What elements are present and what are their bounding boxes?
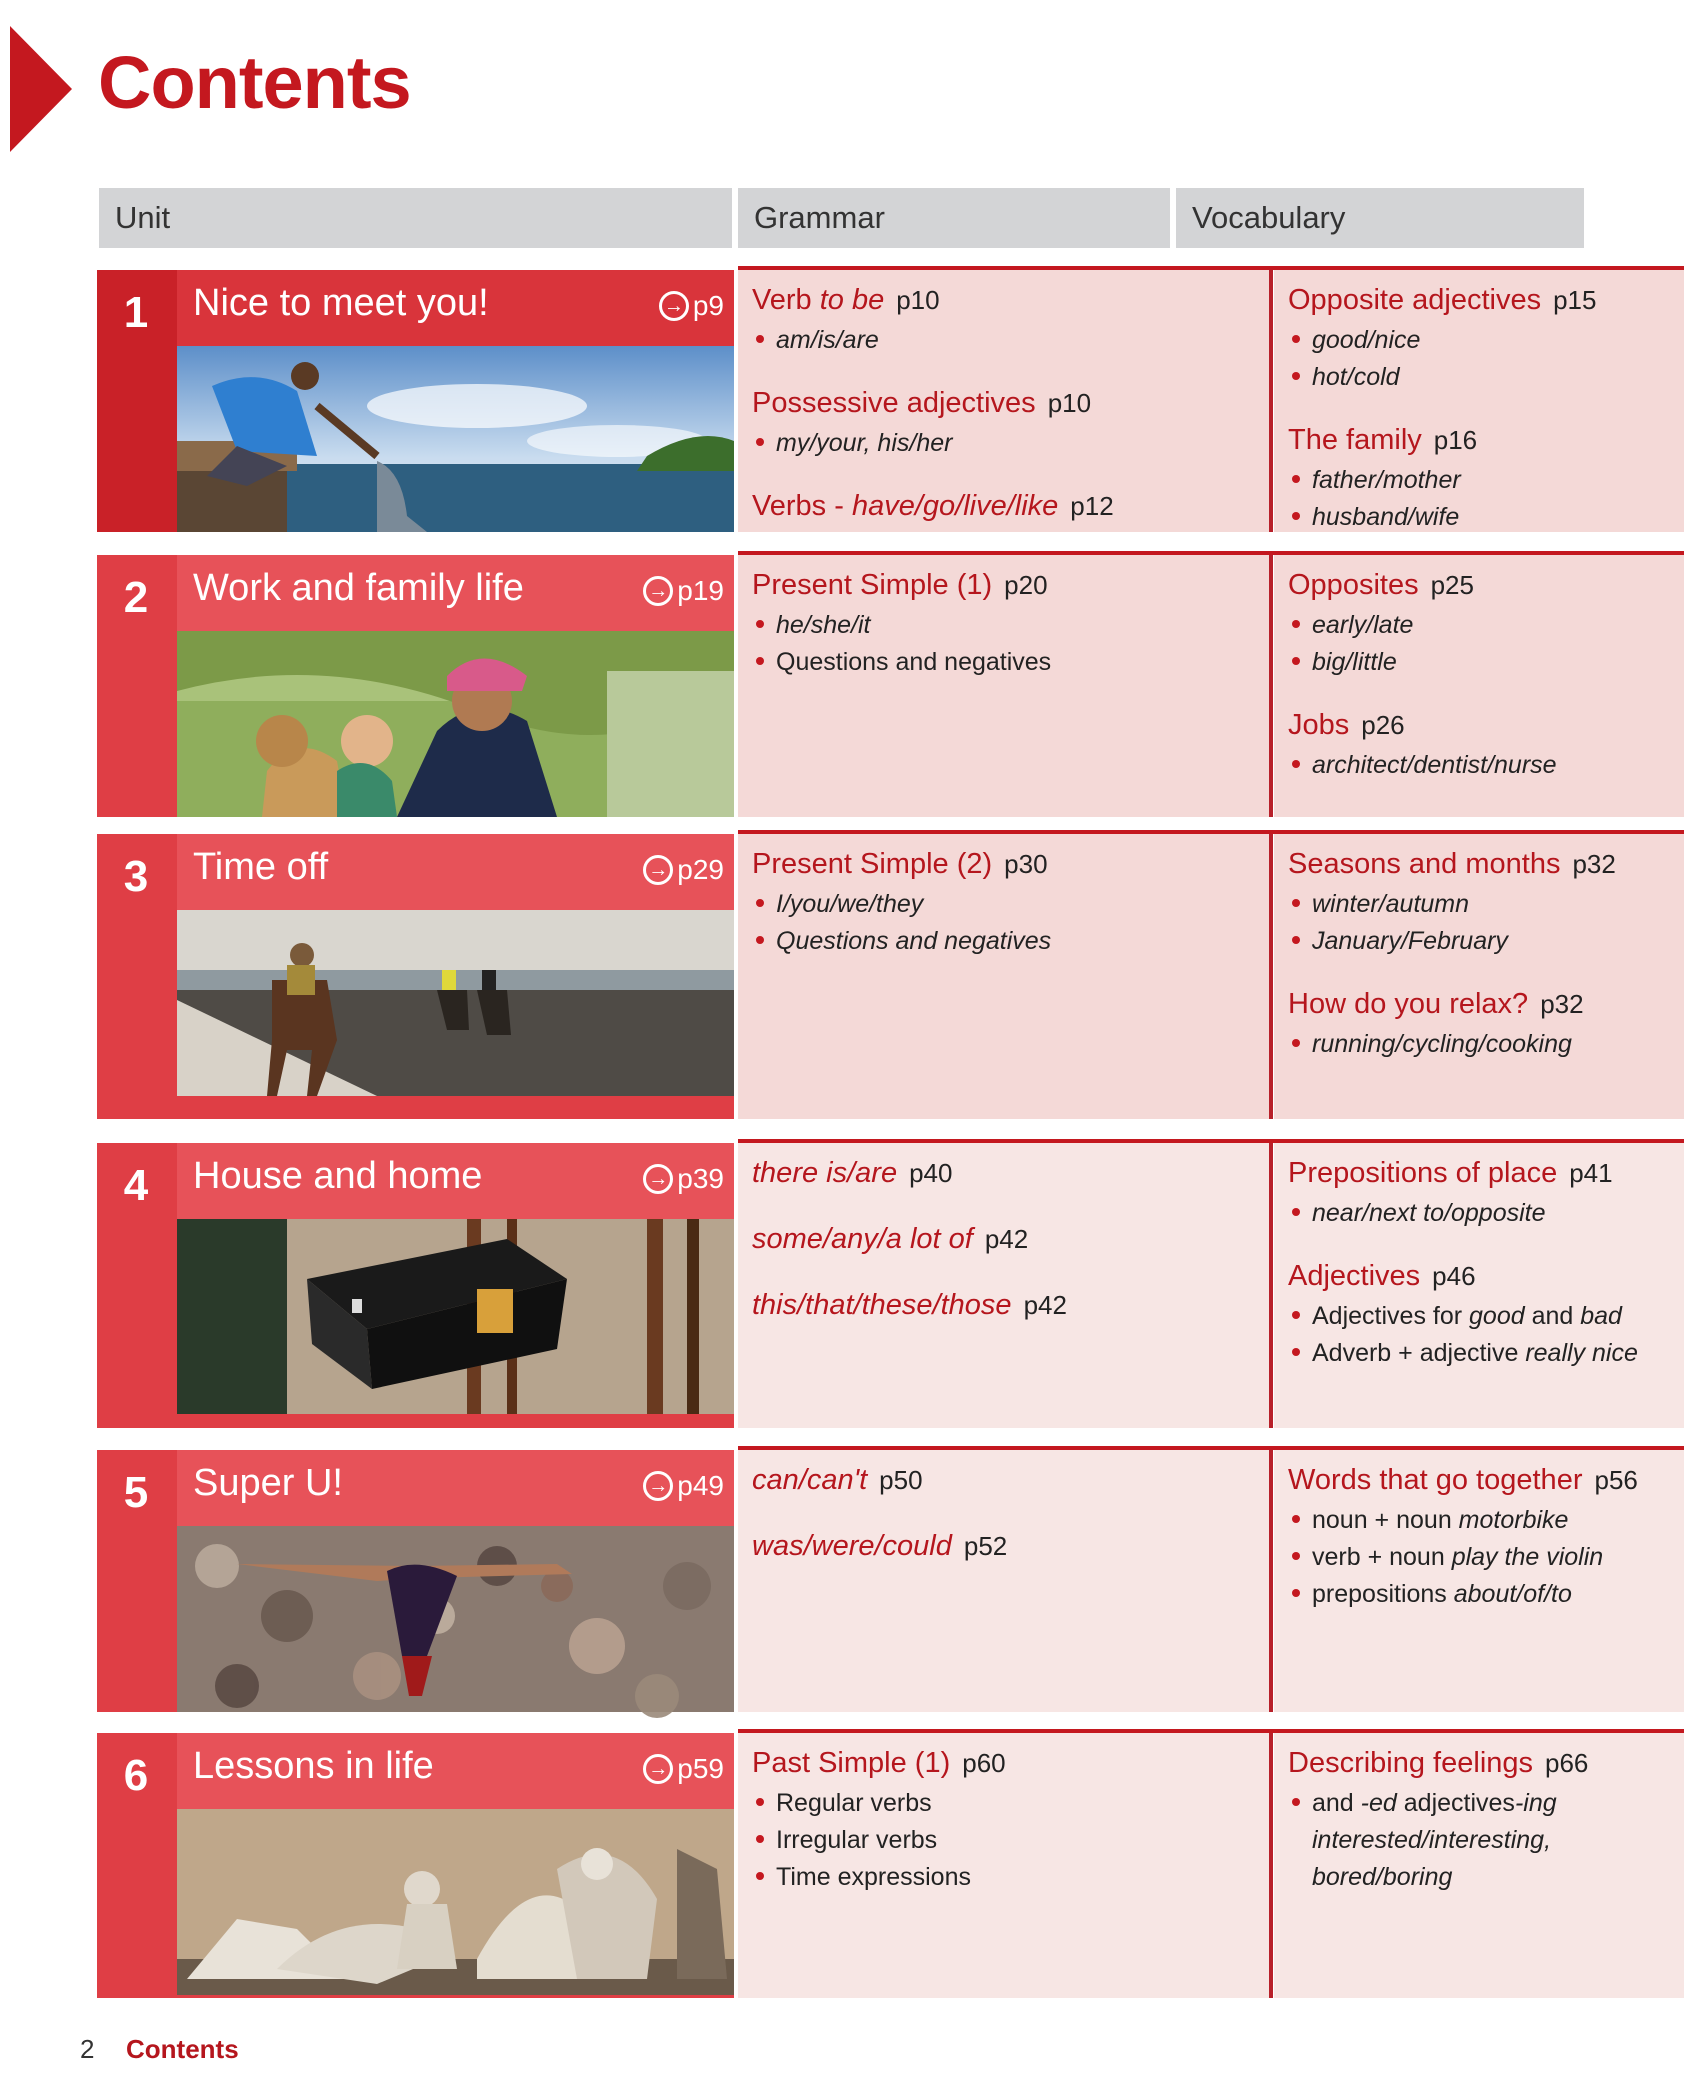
bullet-item: early/late <box>1288 607 1684 644</box>
bullet-item: Time expressions <box>752 1859 1269 1896</box>
plain-text: Adverb + adjective <box>1312 1339 1526 1367</box>
vocabulary-column <box>1274 834 1684 1119</box>
heading-text: How do you relax? <box>1288 988 1529 1020</box>
emphasis-text: play the violin <box>1451 1543 1604 1571</box>
column-divider <box>1269 1733 1273 1998</box>
vocabulary-column <box>1274 1143 1684 1428</box>
page-reference: p66 <box>1545 1748 1589 1778</box>
unit-block[interactable] <box>97 555 734 817</box>
spacer <box>752 468 1269 484</box>
unit-photo-marble-sculptures <box>177 1809 734 1998</box>
unit-row-2 <box>97 555 1584 817</box>
bullet-item: January/February <box>1288 923 1684 960</box>
unit-title-band <box>177 834 734 910</box>
unit-number: 3 <box>123 852 149 901</box>
bullet-item: husband/wife <box>1288 499 1684 536</box>
bullet-item: am/is/are <box>752 322 1269 359</box>
bullet-item: he/she/it <box>752 607 1269 644</box>
page-reference: p42 <box>984 1224 1029 1254</box>
unit-title-band <box>177 1450 734 1526</box>
vocabulary-section <box>1288 1151 1684 1232</box>
vocabulary-heading <box>1288 703 1684 747</box>
heading-text: The family <box>1288 424 1422 456</box>
arrow-right-icon: → <box>643 1164 673 1194</box>
vocabulary-section <box>1288 418 1684 536</box>
unit-page-link[interactable] <box>643 854 724 886</box>
bullet-item: Questions and negatives <box>752 644 1269 681</box>
bullet-item: I/you/we/they <box>752 886 1269 923</box>
emphasis-text: good <box>1469 1302 1525 1330</box>
arrow-right-icon: → <box>659 291 689 321</box>
heading-text: Describing feelings <box>1288 1747 1534 1779</box>
grammar-section <box>752 278 1269 359</box>
bullet-item: winter/autumn <box>1288 886 1684 923</box>
grammar-section <box>752 1524 1269 1568</box>
bullet-item: hot/cold <box>1288 359 1684 396</box>
grammar-section <box>752 381 1269 462</box>
vocabulary-column <box>1274 1450 1684 1712</box>
vocabulary-heading <box>1288 278 1684 322</box>
unit-row-6 <box>97 1733 1589 1998</box>
header-unit: Unit <box>99 188 732 248</box>
plain-text: noun + noun <box>1312 1506 1459 1534</box>
grammar-heading <box>752 278 1269 322</box>
heading-text: Adjectives <box>1288 1260 1421 1292</box>
bullet-item <box>1288 1785 1684 1822</box>
footer-label: Contents <box>126 2034 239 2064</box>
page-reference: p20 <box>1004 570 1048 600</box>
spacer <box>752 365 1269 381</box>
heading-text: Present Simple (2) <box>752 848 993 880</box>
grammar-section <box>752 484 1269 528</box>
vocabulary-section <box>1288 842 1684 960</box>
vocabulary-heading <box>1288 563 1684 607</box>
heading-emphasis: some/any/a lot of <box>752 1223 973 1255</box>
bullet-item: big/little <box>1288 644 1684 681</box>
unit-block[interactable] <box>97 834 734 1119</box>
unit-page-link[interactable] <box>643 1470 724 1502</box>
unit-page-number: p39 <box>677 1163 724 1194</box>
header-grammar: Grammar <box>738 188 1170 248</box>
unit-row-3 <box>97 834 1616 1119</box>
column-divider <box>1269 555 1273 817</box>
unit-title-band <box>177 270 734 346</box>
unit-photo-horses-on-beach <box>177 910 734 1119</box>
unit-title: Nice to meet you! <box>193 282 489 324</box>
page-reference: p32 <box>1572 849 1616 879</box>
page-reference: p15 <box>1553 285 1597 315</box>
plain-text: and <box>1524 1302 1581 1330</box>
heading-text: Words that go together <box>1288 1464 1583 1496</box>
grammar-heading <box>752 1741 1269 1785</box>
title-arrow-icon <box>10 26 72 152</box>
page-reference: p12 <box>1070 491 1114 521</box>
bullet-continuation: bored/boring <box>1312 1863 1453 1891</box>
plain-text: adjectives <box>1396 1789 1515 1817</box>
vocabulary-column <box>1274 555 1684 817</box>
grammar-column <box>738 1450 1269 1712</box>
unit-photo-tree-house <box>177 1219 734 1428</box>
unit-title-band <box>177 555 734 631</box>
heading-text: Verb <box>752 284 820 316</box>
page-reference: p52 <box>963 1531 1008 1561</box>
page-reference: p50 <box>879 1465 923 1495</box>
bullet-item: good/nice <box>1288 322 1684 359</box>
page-reference: p40 <box>909 1158 953 1188</box>
spacer <box>1288 687 1684 703</box>
vocabulary-heading <box>1288 982 1684 1026</box>
bullet-item <box>1288 1576 1684 1613</box>
plain-text: and <box>1312 1789 1361 1817</box>
arrow-right-icon: → <box>643 855 673 885</box>
heading-text: Opposite adjectives <box>1288 284 1542 316</box>
vocabulary-section <box>1288 278 1684 396</box>
vocabulary-heading <box>1288 1741 1684 1785</box>
grammar-column <box>738 1143 1269 1428</box>
unit-page-number: p19 <box>677 575 724 606</box>
emphasis-text: about/of/to <box>1453 1580 1572 1608</box>
bullet-continuation: interested/interesting, <box>1312 1826 1552 1854</box>
unit-title-band <box>177 1143 734 1219</box>
grammar-column <box>738 1733 1269 1998</box>
page-reference: p26 <box>1361 710 1405 740</box>
unit-block[interactable] <box>97 270 734 532</box>
spacer <box>1288 1238 1684 1254</box>
emphasis-text: -ing <box>1514 1789 1557 1817</box>
page-reference: p41 <box>1569 1158 1613 1188</box>
spacer <box>752 1201 1269 1217</box>
arrow-right-icon: → <box>643 1471 673 1501</box>
unit-block[interactable] <box>97 1143 734 1428</box>
plain-text: Adjectives for <box>1312 1302 1470 1330</box>
grammar-section <box>752 563 1269 681</box>
heading-emphasis: have/go/live/like <box>851 490 1059 522</box>
emphasis-text: really nice <box>1525 1339 1638 1367</box>
emphasis-text: -ed <box>1360 1789 1397 1817</box>
page-reference: p56 <box>1594 1465 1638 1495</box>
heading-text: Past Simple (1) <box>752 1747 951 1779</box>
heading-emphasis: was/were/could <box>752 1530 952 1562</box>
grammar-column <box>738 834 1269 1119</box>
heading-text: Verbs - <box>752 490 852 522</box>
column-divider <box>1269 834 1273 1119</box>
column-divider <box>1269 1450 1273 1712</box>
bullet-item: Regular verbs <box>752 1785 1269 1822</box>
bullet-item: Questions and negatives <box>752 923 1269 960</box>
unit-page-number: p29 <box>677 854 724 885</box>
page-reference: p10 <box>896 285 940 315</box>
heading-emphasis: this/that/these/those <box>752 1289 1012 1321</box>
vocabulary-section <box>1288 1741 1684 1896</box>
grammar-heading <box>752 381 1269 425</box>
page-reference: p32 <box>1540 989 1584 1019</box>
grammar-heading <box>752 1524 1269 1568</box>
unit-page-number: p9 <box>692 290 724 321</box>
spacer <box>752 1508 1269 1524</box>
unit-title: Work and family life <box>193 567 524 609</box>
bullet-item: running/cycling/cooking <box>1288 1026 1684 1063</box>
unit-number: 2 <box>123 573 149 622</box>
heading-text: Prepositions of place <box>1288 1157 1558 1189</box>
vocabulary-section <box>1288 703 1684 784</box>
heading-emphasis: there is/are <box>752 1157 898 1189</box>
unit-number: 6 <box>123 1751 149 1800</box>
bullet-item <box>1288 1539 1684 1576</box>
arrow-right-icon: → <box>643 1754 673 1784</box>
page-reference: p46 <box>1432 1261 1476 1291</box>
unit-page-link[interactable] <box>643 1163 724 1195</box>
grammar-section <box>752 842 1269 960</box>
vocabulary-heading <box>1288 1458 1684 1502</box>
grammar-section <box>752 1741 1269 1896</box>
heading-text: Seasons and months <box>1288 848 1561 880</box>
unit-page-link[interactable] <box>659 290 724 322</box>
plain-text: verb + noun <box>1312 1543 1452 1571</box>
unit-photo-gymnast-leap <box>177 1526 734 1712</box>
plain-text: prepositions <box>1312 1580 1454 1608</box>
grammar-heading <box>752 484 1269 528</box>
vocabulary-heading <box>1288 1254 1684 1298</box>
unit-block[interactable] <box>97 1450 734 1712</box>
footer-page-number: 2 <box>80 2034 95 2064</box>
bullet-item: architect/dentist/nurse <box>1288 747 1684 784</box>
vocabulary-section <box>1288 1254 1684 1372</box>
grammar-section <box>752 1151 1269 1195</box>
vocabulary-column <box>1274 1733 1684 1998</box>
heading-text: Possessive adjectives <box>752 387 1036 419</box>
spacer <box>1288 402 1684 418</box>
page-reference: p30 <box>1004 849 1048 879</box>
header-vocabulary: Vocabulary <box>1176 188 1584 248</box>
grammar-section <box>752 1217 1269 1261</box>
page-reference: p10 <box>1047 388 1092 418</box>
bullet-item: Irregular verbs <box>752 1822 1269 1859</box>
heading-text: Jobs <box>1288 709 1350 741</box>
grammar-heading <box>752 842 1269 886</box>
unit-row-5 <box>97 1450 1638 1712</box>
vocabulary-section <box>1288 982 1684 1063</box>
emphasis-text: bad <box>1580 1302 1622 1330</box>
unit-title-band <box>177 1733 734 1809</box>
page-reference: p42 <box>1023 1290 1067 1320</box>
vocabulary-heading <box>1288 842 1684 886</box>
vocabulary-heading <box>1288 1151 1684 1195</box>
vocabulary-heading <box>1288 418 1684 462</box>
grammar-heading <box>752 1283 1269 1327</box>
unit-title: Lessons in life <box>193 1745 434 1787</box>
page-reference: p60 <box>962 1748 1006 1778</box>
bullet-item: father/mother <box>1288 462 1684 499</box>
grammar-heading <box>752 1458 1269 1502</box>
arrow-right-icon: → <box>643 576 673 606</box>
grammar-heading <box>752 563 1269 607</box>
grammar-column <box>738 555 1269 817</box>
unit-row-4 <box>97 1143 1638 1428</box>
unit-photo-mother-and-child <box>177 631 734 817</box>
unit-block[interactable] <box>97 1733 734 1998</box>
unit-title: House and home <box>193 1155 483 1197</box>
bullet-item: near/next to/opposite <box>1288 1195 1684 1232</box>
grammar-heading <box>752 1151 1269 1195</box>
unit-number: 4 <box>123 1161 149 1210</box>
grammar-column <box>738 270 1269 532</box>
unit-number: 1 <box>123 288 149 337</box>
grammar-section <box>752 1458 1269 1502</box>
column-divider <box>1269 1143 1273 1428</box>
heading-emphasis: to be <box>819 284 885 316</box>
unit-title: Super U! <box>193 1462 343 1504</box>
unit-page-link[interactable] <box>643 1753 724 1785</box>
vocabulary-section <box>1288 563 1684 681</box>
emphasis-text: motorbike <box>1458 1506 1569 1534</box>
page-title: Contents <box>98 41 411 124</box>
page-reference: p16 <box>1433 425 1478 455</box>
heading-text: Present Simple (1) <box>752 569 993 601</box>
unit-row-1 <box>97 270 1597 532</box>
vocabulary-section <box>1288 1458 1684 1613</box>
vocabulary-column <box>1274 270 1684 532</box>
bullet-item <box>1288 1335 1684 1372</box>
heading-emphasis: can/can't <box>752 1464 868 1496</box>
unit-page-link[interactable] <box>643 575 724 607</box>
unit-page-number: p59 <box>677 1753 724 1784</box>
unit-title: Time off <box>193 846 329 888</box>
spacer <box>752 1267 1269 1283</box>
grammar-section <box>752 1283 1269 1327</box>
unit-number: 5 <box>123 1468 149 1517</box>
bullet-item: my/your, his/her <box>752 425 1269 462</box>
grammar-heading <box>752 1217 1269 1261</box>
heading-text: Opposites <box>1288 569 1419 601</box>
bullet-item <box>1288 1298 1684 1335</box>
unit-page-number: p49 <box>677 1470 724 1501</box>
unit-photo-man-feeding-dolphin <box>177 346 734 532</box>
spacer <box>1288 966 1684 982</box>
bullet-item <box>1288 1502 1684 1539</box>
page-reference: p25 <box>1430 570 1474 600</box>
column-divider <box>1269 270 1273 532</box>
